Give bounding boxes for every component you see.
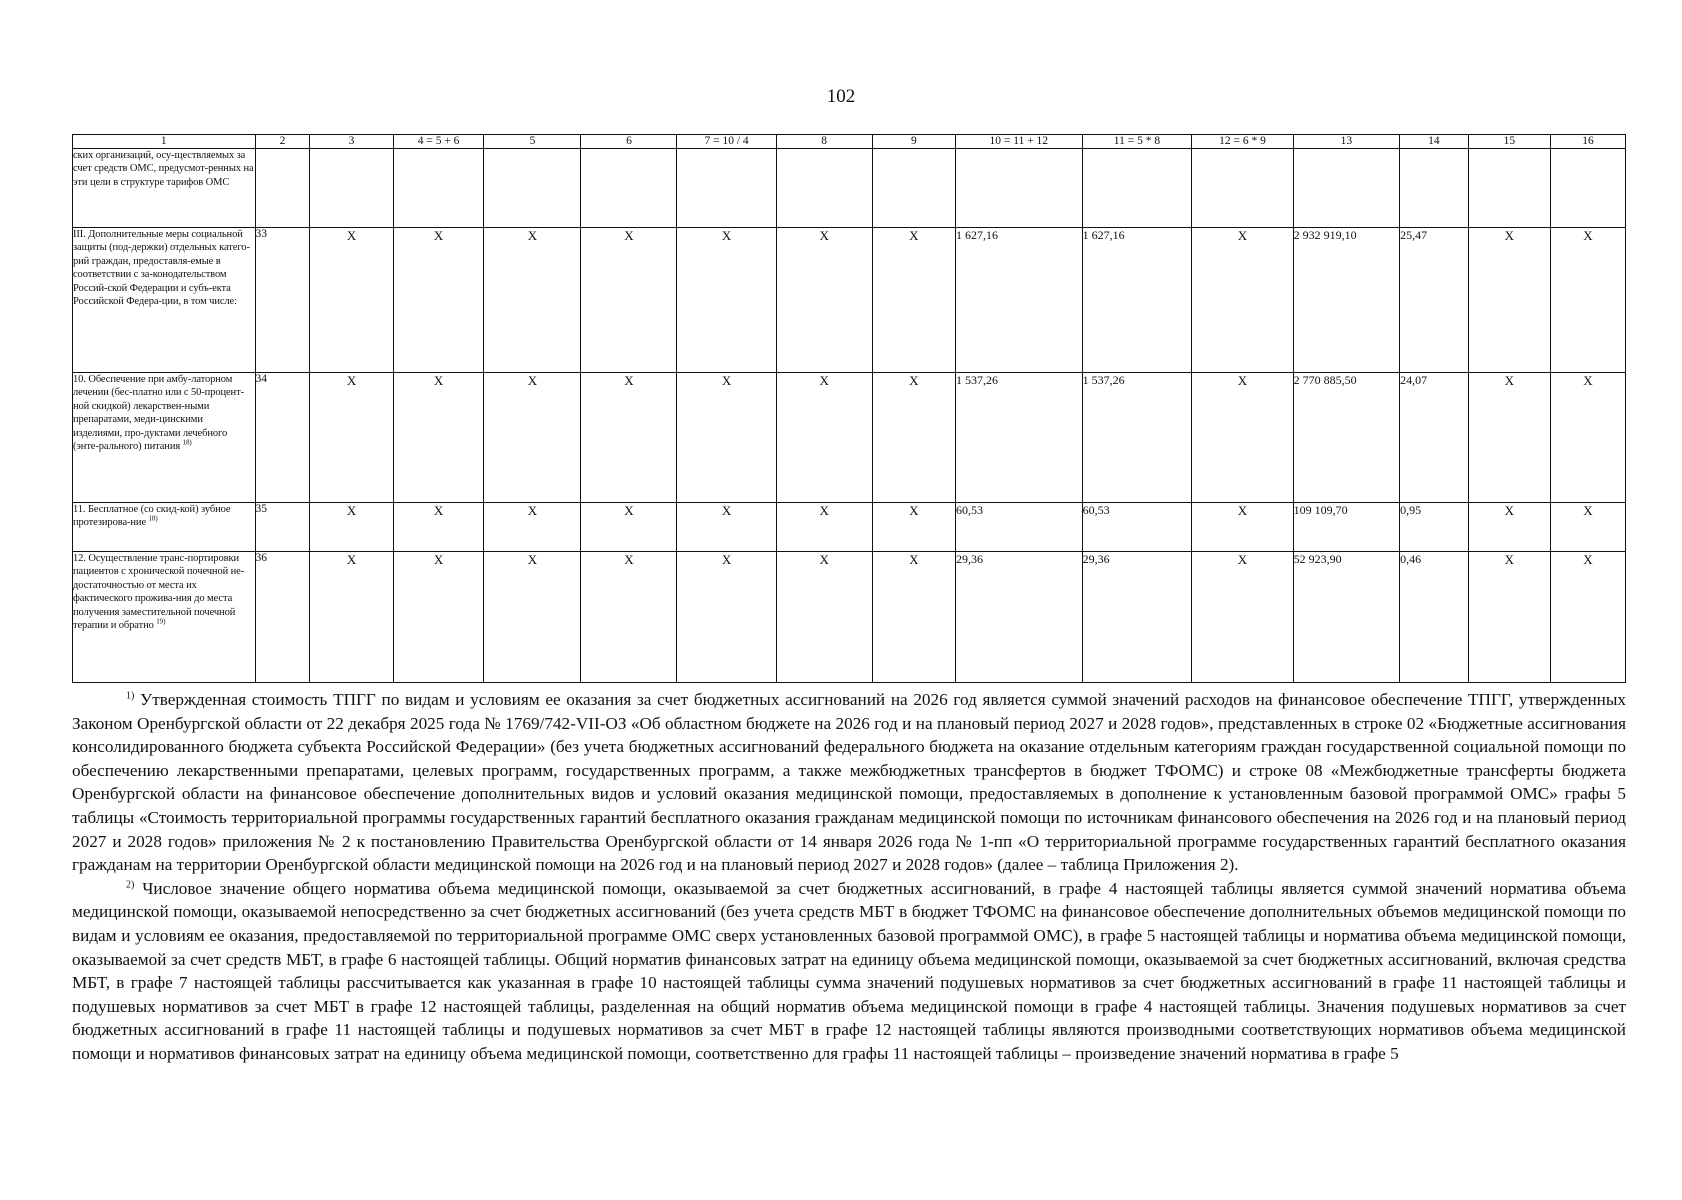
row-label: 12. Осуществление транс-портировки пациентов с хронической почечной не-достаточностью от места их фактического прожива-ния до места получения заместительной почечной терапии и обратно $^{19)}$ bbox=[73, 552, 256, 683]
cell bbox=[393, 149, 484, 228]
col-header: 7 = 10 / 4 bbox=[677, 135, 776, 149]
cell bbox=[776, 149, 872, 228]
cell: 29,36 bbox=[1082, 552, 1192, 683]
footnote-text: Числовое значение общего норматива объема медицинской помощи, оказываемой за счет бюджетных ассигнований, в графе 4 настоящей таблицы является суммой значений норматива объема медицинской помощи, оказываемой непосредственно за счет бюджетных ассигнований (без учета средств МБТ в бюджет ТФОМС на финансовое обеспечение дополнительных объемов медицинской помощи по видам и условиям ее оказания, предоставляемой по территориальной программе ОМС сверх установленных базовой программой ОМС), в графе 5 настоящей таблицы и норматива объема медицинской помощи, оказываемой за счет средств МБТ, в графе 6 настоящей таблицы. Общий норматив финансовых затрат на единицу объема медицинской помощи, оказываемой за счет бюджетных ассигнований, включая средства МБТ, в графе 7 настоящей таблицы рассчитывается как указанная в графе 10 настоящей таблицы сумма значений подушевых нормативов за счет бюджетных ассигнований в графе 11 настоящей таблицы и подушевых нормативов за счет МБТ в графе 12 настоящей таблицы, разделенная на общий норматив объема медицинской помощи в графе 4 настоящей таблицы. Значения подушевых нормативов за счет бюджетных ассигнований в графе 11 настоящей таблицы и подушевых нормативов за счет МБТ в графе 12 настоящей таблицы являются производными соответствующих нормативов объема медицинской помощи и нормативов финансовых затрат на единицу объема медицинской помощи, соответственно для графы 11 настоящей таблицы – произведение значений норматива в графе 5 bbox=[72, 878, 1627, 1063]
cell: X bbox=[872, 373, 955, 503]
cell: 2 932 919,10 bbox=[1293, 228, 1400, 373]
cell: X bbox=[581, 552, 677, 683]
table-row bbox=[73, 373, 1626, 503]
cell: 1 537,26 bbox=[956, 373, 1083, 503]
cell: 1 627,16 bbox=[1082, 228, 1192, 373]
col-header: 2 bbox=[255, 135, 310, 149]
cell: X bbox=[1468, 228, 1550, 373]
col-header: 12 = 6 * 9 bbox=[1192, 135, 1293, 149]
cell: X bbox=[1192, 503, 1293, 552]
row-label: III. Дополнительные меры социальной защиты (под-держки) отдельных катего-рий граждан, предоставля-емые в соответствии с за-конодательством Россий-ской Федерации и субъ-екта Российской Федера-ции, в том числе: bbox=[73, 228, 256, 373]
column-number-row bbox=[73, 135, 1626, 149]
cell: X bbox=[484, 228, 581, 373]
cell: X bbox=[872, 228, 955, 373]
col-header: 9 bbox=[872, 135, 955, 149]
cell: X bbox=[776, 552, 872, 683]
cell: X bbox=[677, 552, 776, 683]
cell: X bbox=[677, 228, 776, 373]
col-header: 4 = 5 + 6 bbox=[393, 135, 484, 149]
row-code: 35 bbox=[255, 503, 310, 552]
page-number: 102 bbox=[826, 86, 856, 107]
footnote-marker: 1) bbox=[126, 690, 135, 702]
row-label: 10. Обеспечение при амбу-латорном лечении (бес-платно или с 50-процент-ной скидкой) лекарствен-ными препаратами, меди-цинскими изделиями, про-дуктами лечебного (энте-рального) питания $^{18)}$ bbox=[73, 373, 256, 503]
cell: 52 923,90 bbox=[1293, 552, 1400, 683]
table-row bbox=[73, 228, 1626, 373]
col-header: 3 bbox=[310, 135, 393, 149]
cell bbox=[310, 149, 393, 228]
cell bbox=[1468, 149, 1550, 228]
cell: X bbox=[484, 373, 581, 503]
data-table bbox=[72, 134, 1626, 683]
cell bbox=[1192, 149, 1293, 228]
col-header: 8 bbox=[776, 135, 872, 149]
col-header: 6 bbox=[581, 135, 677, 149]
cell bbox=[1082, 149, 1192, 228]
table-row bbox=[73, 552, 1626, 683]
col-header: 11 = 5 * 8 bbox=[1082, 135, 1192, 149]
table-row bbox=[73, 503, 1626, 552]
cell bbox=[956, 149, 1083, 228]
cell: X bbox=[310, 228, 393, 373]
cell bbox=[677, 149, 776, 228]
cell bbox=[581, 149, 677, 228]
row-label: 11. Бесплатное (со скид-кой) зубное протезирова-ние $^{18)}$ bbox=[73, 503, 256, 552]
cell: X bbox=[776, 373, 872, 503]
row-label: ских организаций, осу-ществляемых за счет средств ОМС, предусмот-ренных на эти цели в структуре тарифов ОМС bbox=[73, 149, 256, 228]
cell: X bbox=[1468, 503, 1550, 552]
cell: X bbox=[872, 503, 955, 552]
cell: 60,53 bbox=[1082, 503, 1192, 552]
cell: X bbox=[581, 228, 677, 373]
footnote-mark: 18) bbox=[148, 514, 158, 523]
cell: X bbox=[484, 552, 581, 683]
cell: X bbox=[393, 373, 484, 503]
cell: 0,95 bbox=[1400, 503, 1469, 552]
col-header: 15 bbox=[1468, 135, 1550, 149]
cell: 109 109,70 bbox=[1293, 503, 1400, 552]
col-header: 5 bbox=[484, 135, 581, 149]
cell: X bbox=[393, 503, 484, 552]
footnote-2 bbox=[72, 877, 1626, 1066]
col-header: 13 bbox=[1293, 135, 1400, 149]
cell: 2 770 885,50 bbox=[1293, 373, 1400, 503]
cell bbox=[1400, 149, 1469, 228]
cell: X bbox=[776, 503, 872, 552]
col-header: 16 bbox=[1550, 135, 1625, 149]
cell: 60,53 bbox=[956, 503, 1083, 552]
cell: X bbox=[310, 552, 393, 683]
cell: 1 537,26 bbox=[1082, 373, 1192, 503]
col-header: 14 bbox=[1400, 135, 1469, 149]
cell: 29,36 bbox=[956, 552, 1083, 683]
row-code: 36 bbox=[255, 552, 310, 683]
cell: X bbox=[677, 373, 776, 503]
cell: X bbox=[872, 552, 955, 683]
col-header: 1 bbox=[73, 135, 256, 149]
cell: X bbox=[1192, 228, 1293, 373]
cell: X bbox=[581, 373, 677, 503]
cell bbox=[872, 149, 955, 228]
footnotes bbox=[72, 688, 1626, 1066]
cell: X bbox=[393, 552, 484, 683]
cell: X bbox=[1550, 228, 1625, 373]
row-code: 34 bbox=[255, 373, 310, 503]
cell: 0,46 bbox=[1400, 552, 1469, 683]
cell: 25,47 bbox=[1400, 228, 1469, 373]
cell bbox=[255, 149, 310, 228]
cell: X bbox=[581, 503, 677, 552]
footnote-mark: 18) bbox=[182, 438, 192, 447]
cell bbox=[1293, 149, 1400, 228]
table-row bbox=[73, 149, 1626, 228]
cell: X bbox=[1192, 373, 1293, 503]
cell: 24,07 bbox=[1400, 373, 1469, 503]
row-code: 33 bbox=[255, 228, 310, 373]
cell: X bbox=[1550, 552, 1625, 683]
col-header: 10 = 11 + 12 bbox=[956, 135, 1083, 149]
cell bbox=[484, 149, 581, 228]
cell bbox=[1550, 149, 1625, 228]
cell: X bbox=[1192, 552, 1293, 683]
footnote-1 bbox=[72, 688, 1626, 877]
cell: X bbox=[484, 503, 581, 552]
footnote-marker: 2) bbox=[126, 879, 135, 891]
cell: X bbox=[1550, 373, 1625, 503]
cell: X bbox=[310, 373, 393, 503]
cell: X bbox=[1550, 503, 1625, 552]
cell: X bbox=[1468, 373, 1550, 503]
footnote-text: Утвержденная стоимость ТПГГ по видам и условиям ее оказания за счет бюджетных ассигнований на 2026 год является суммой значений расходов на финансовое обеспечение ТПГГ, утвержденных Законом Оренбургской области от 22 декабря 2025 года № 1769/742-VII-ОЗ «Об областном бюджете на 2026 год и на плановый период 2027 и 2028 годов», представленных в строке 02 «Бюджетные ассигнования консолидированного бюджета субъекта Российской Федерации» (без учета бюджетных ассигнований федерального бюджета на оказание отдельным категориям граждан государственной социальной помощи по обеспечению лекарственными препаратами, целевых программ, государственных программ, а также межбюджетных трансфертов в бюджет ТФОМС) и строке 08 «Межбюджетные трансферты бюджета Оренбургской области на финансовое обеспечение дополнительных видов и условий оказания медицинской помощи, предоставляемых в дополнение к установленным базовой программой ОМС» графы 5 таблицы «Стоимость территориальной программы государственных гарантий бесплатного оказания гражданам медицинской помощи по источникам финансового обеспечения на 2026 год и на плановый период 2027 и 2028 годов» приложения № 2 к постановлению Правительства Оренбургской области от 14 января 2026 года № 1-пп «О территориальной программе государственных гарантий бесплатного оказания гражданам на территории Оренбургской области медицинской помощи на 2026 год и на плановый период 2027 и 2028 годов» (далее – таблица Приложения 2). bbox=[72, 690, 1626, 875]
cell: 1 627,16 bbox=[956, 228, 1083, 373]
cell: X bbox=[310, 503, 393, 552]
cell: X bbox=[677, 503, 776, 552]
cell: X bbox=[393, 228, 484, 373]
cell: X bbox=[776, 228, 872, 373]
cell: X bbox=[1468, 552, 1550, 683]
footnote-mark: 19) bbox=[156, 617, 166, 626]
